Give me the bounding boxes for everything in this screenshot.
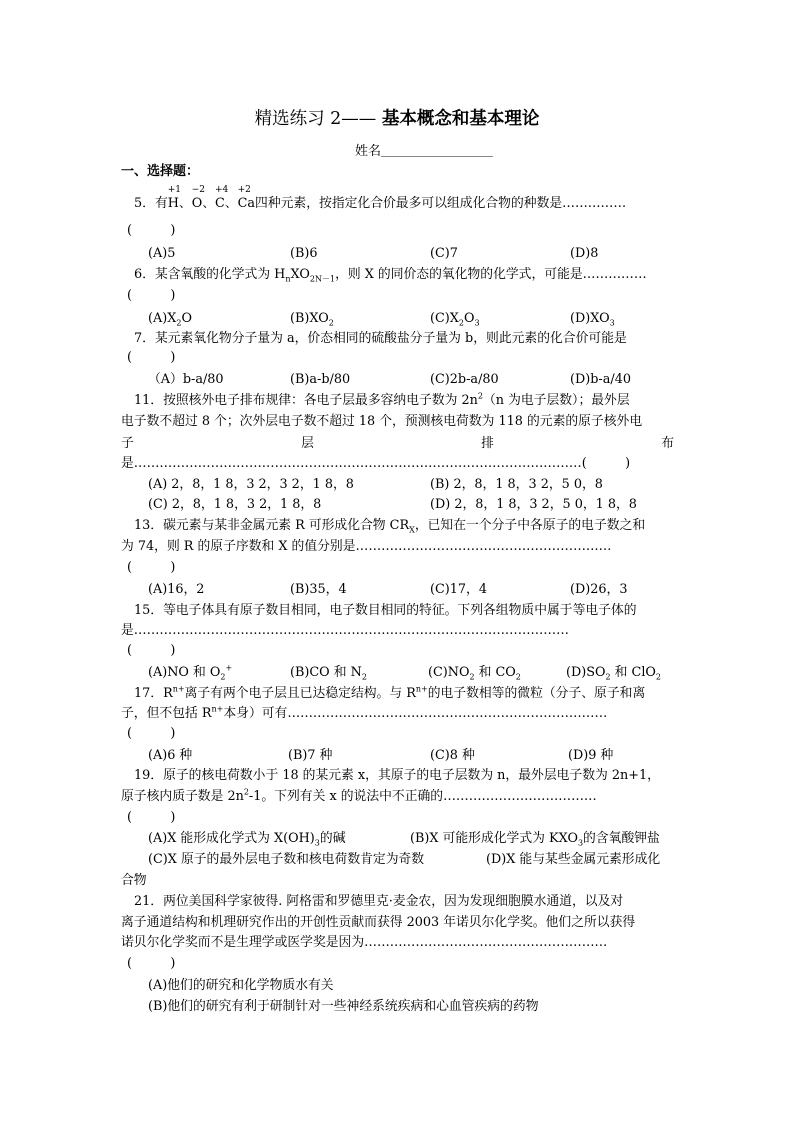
q13-option-d: (D)26，3 xyxy=(570,582,628,597)
question-5-stem: 5．有 +1 H、 −2 O、 +4 C、 +2 Ca四种元素，按指定化合价最多可以组成化合物的种数是…………… xyxy=(134,185,627,211)
q7-option-c: (C)2b-a/80 xyxy=(430,372,499,387)
q17-option-d: (D)9 种 xyxy=(568,748,614,763)
question-15-stem-line-1: 15．等电子体具有原子数目相同，电子数目相同的特征。下列各组物质中属于等电子体的 xyxy=(134,603,637,618)
q5-option-d: (D)8 xyxy=(570,246,599,261)
q15-option-b: (B)CO 和 $N_2$ xyxy=(290,665,367,682)
q19-option-a: (A)X 能形成化学式为 $X(OH)_3$的碱 xyxy=(148,831,346,848)
question-19-stem-line-2: 原子核内质子数是 $2n^2-1$。下列有关 x 的说法中不正确的……………………………… xyxy=(121,787,597,804)
question-6-answer-blank: ( ) xyxy=(127,288,176,303)
question-11-stem-line-2: 电子数不超过 8 个；次外层电子数不超过 18 个，预测核电荷数为 118 的元素的原子核外电 xyxy=(121,414,643,429)
q6-option-c: $(C)X_2O_3$ xyxy=(430,311,480,328)
question-11-stem-line-4: 是……………………………………………………………………………………………( ) xyxy=(121,456,631,471)
question-15-answer-blank: ( ) xyxy=(127,643,176,658)
name-label: 姓名 xyxy=(355,144,382,159)
oxidation-h: +1 H xyxy=(167,185,182,211)
question-13-answer-blank: ( ) xyxy=(127,560,176,575)
q17-option-a: (A)6 种 xyxy=(148,748,193,763)
page-title xyxy=(0,107,794,131)
q7-option-b: (B)a-b/80 xyxy=(290,372,351,387)
question-5-answer-blank: ( ) xyxy=(127,223,176,238)
question-6-stem: 6．某含氧酸的化学式为 $H_nXO_{2N-1}$，则 X 的同价态的氧化物的化学式，可能是…………… xyxy=(134,267,647,284)
q7-option-a: （A）b-a/80 xyxy=(148,372,224,387)
q19-option-d: (D)X 能与某些金属元素形成化 xyxy=(486,852,661,867)
title-bold: 基本概念和基本理论 xyxy=(381,109,540,129)
q5-option-b: (B)6 xyxy=(290,246,318,261)
section-heading: 一、选择题： xyxy=(121,164,200,179)
q21-option-a: (A)他们的研究和化学物质水有关 xyxy=(148,978,334,993)
q17-option-c: (C)8 种 xyxy=(430,748,475,763)
question-13-stem-line-2: 为 74，则 R 的原子序数和 X 的值分别是…………………………………………………… xyxy=(121,539,612,554)
q15-option-a: (A)NO 和 $O_2^+$ xyxy=(148,663,233,682)
question-17-answer-blank: ( ) xyxy=(127,726,176,741)
q17-option-b: (B)7 种 xyxy=(288,748,333,763)
name-blank-line xyxy=(381,144,493,157)
oxidation-c: +4 C xyxy=(215,185,229,211)
q19-option-d-continued: 合物 xyxy=(121,873,147,888)
q11-option-d: (D) 2，8，1 8，3 2，5 0，1 8，8 xyxy=(430,497,637,512)
name-field xyxy=(355,143,493,161)
question-17-stem-line-1: 17．$R^{n+}$离子有两个电子层且已达稳定结构。与 $R^{n+}$的电子数相等的微粒（分子、原子和离 xyxy=(134,684,646,701)
question-21-stem-line-2: 离子通道结构和机理研究作出的开创性贡献而获得 2003 年诺贝尔化学奖。他们之所以获得 xyxy=(121,915,636,930)
q13-option-c: (C)17，4 xyxy=(430,582,487,597)
q7-option-d: (D)b-a/40 xyxy=(570,372,631,387)
question-11-stem-line-3: 子 层 排 布 xyxy=(121,436,674,451)
q15-option-d: $(D)SO_2$ 和 ClO$_2$ xyxy=(566,665,662,682)
q6-option-b: $(B)XO_2$ xyxy=(290,311,334,328)
question-13-stem-line-1: 13．碳元素与某非金属元素 R 可形成化合物 $CR_X$，已知在一个分子中各原子的电子数之和 xyxy=(134,518,646,535)
question-21-answer-blank: ( ) xyxy=(127,956,176,971)
question-19-answer-blank: ( ) xyxy=(127,810,176,825)
oxidation-ca: +2 Ca xyxy=(237,185,256,211)
q13-option-b: (B)35，4 xyxy=(290,582,347,597)
question-7-stem: 7．某元素氧化物分子量为 a，价态相同的硫酸盐分子量为 b，则此元素的化合价可能是 xyxy=(134,331,627,346)
question-15-stem-line-2: 是………………………………………………………………………………………… xyxy=(121,623,569,638)
q11-option-a: (A) 2，8，1 8，3 2，3 2，1 8，8 xyxy=(148,477,354,492)
q5-option-a: (A)5 xyxy=(148,246,176,261)
q19-option-c: (C)X 原子的最外层电子数和核电荷数肯定为奇数 xyxy=(148,852,425,867)
q13-option-a: (A)16，2 xyxy=(148,582,205,597)
question-21-stem-line-3: 诺贝尔化学奖而不是生理学或医学奖是因为………………………………………………… xyxy=(121,935,608,950)
question-11-stem-line-1: 11．按照核外电子排布规律：各电子层最多容纳电子数为 $2n^2(n$ 为电子层数）；最外层 xyxy=(134,391,630,408)
q21-option-b: (B)他们的研究有利于研制针对一些神经系统疾病和心血管疾病的药物 xyxy=(148,999,539,1014)
q19-option-b: (B)X 可能形成化学式为 $KXO_3$的含氧酸钾盐 xyxy=(410,831,660,848)
q15-option-c: $(C)NO_2$ 和 $CO_2$ xyxy=(428,665,521,682)
q11-option-b: (B) 2，8，1 8，3 2，5 0，8 xyxy=(430,477,603,492)
question-21-stem-line-1: 21．两位美国科学家彼得. 阿格雷和罗德里克·麦金农，因为发现细胞膜水通道，以及对 xyxy=(134,894,624,909)
q6-option-d: $(D)XO_3$ xyxy=(570,311,615,328)
question-17-stem-line-2: 子，但不包括 $R^{n+}$本身）可有………………………………………………………………… xyxy=(121,704,608,721)
q6-option-a: $(A)X_2O$ xyxy=(148,311,192,328)
q5-option-c: (C)7 xyxy=(430,246,458,261)
q11-option-c: (C) 2，8，1 8，3 2，1 8，8 xyxy=(148,497,322,512)
question-7-answer-blank: ( ) xyxy=(127,350,176,365)
question-19-stem-line-1: 19．原子的核电荷数小于 18 的某元素 x，其原子的电子层数为 n，最外层电子数为 2n+1， xyxy=(134,768,660,783)
oxidation-o: −2 O xyxy=(191,185,205,211)
title-main: 精选练习 2—— xyxy=(254,109,377,129)
